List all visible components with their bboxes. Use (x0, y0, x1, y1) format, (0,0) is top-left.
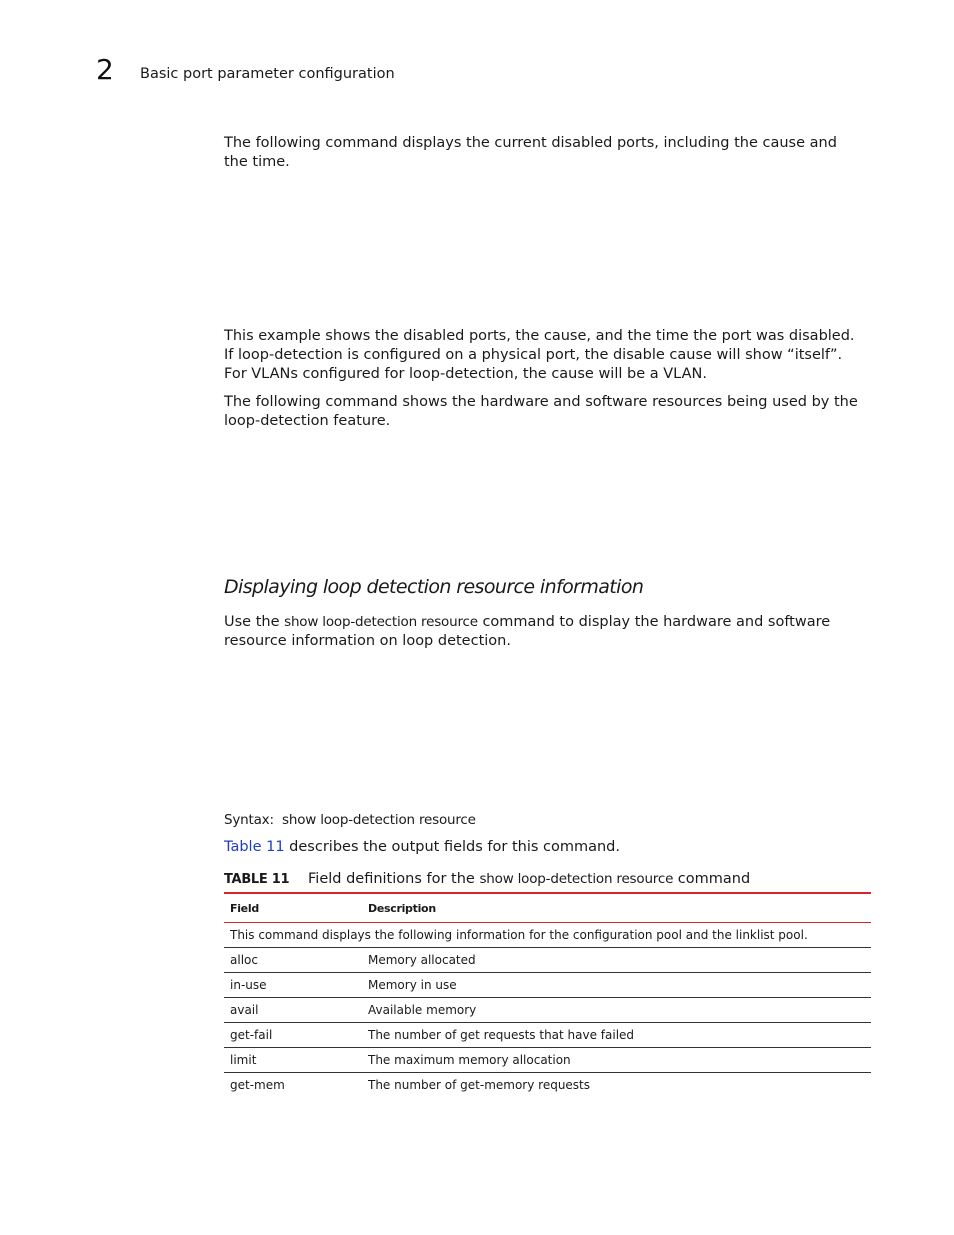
caption-prefix: Field definitions for the (308, 871, 480, 887)
usage-prefix: Use the (224, 614, 285, 630)
table-caption (224, 870, 871, 889)
table-row (224, 1073, 871, 1098)
table-reference-text: describes the output fields for this command. (284, 839, 620, 855)
table-spanning-row (224, 923, 871, 948)
usage-paragraph (224, 613, 864, 651)
field-cell: limit (230, 1053, 257, 1067)
usage-command: show loop-detection resource (284, 614, 478, 630)
chapter-number: 2 (96, 53, 114, 86)
description-cell: Available memory (368, 1003, 477, 1017)
field-cell: avail (230, 1003, 259, 1017)
section-heading: Displaying loop detection resource information (224, 576, 644, 598)
description-cell: The number of get-memory requests (368, 1078, 591, 1093)
hardware-paragraph: The following command shows the hardware and software resources being used by the loop-detection feature. (224, 394, 858, 429)
table-row (224, 1023, 871, 1048)
description-cell: The maximum memory allocation (368, 1053, 571, 1067)
table-row (224, 948, 871, 973)
field-cell: in-use (230, 978, 267, 992)
table-11-link[interactable]: Table 11 (224, 839, 285, 855)
intro-paragraph: The following command displays the current disabled ports, including the cause and the time. (224, 135, 837, 170)
example-paragraph: This example shows the disabled ports, the cause, and the time the port was disabled. If loop-detection is configured on a physical port, the disable cause will show “itself”. For VLANs configured for loop-detection, the cause will be a VLAN. (224, 328, 855, 382)
syntax-command: show loop-detection resource (282, 812, 476, 828)
field-definitions-table (224, 892, 871, 1098)
spanning-cell: This command displays the following information for the configuration pool and the linklist pool. (230, 928, 808, 942)
field-cell: get-fail (230, 1028, 273, 1042)
table-row (224, 998, 871, 1023)
table-header-row (224, 893, 871, 923)
description-cell: Memory allocated (368, 953, 476, 967)
table-row (224, 1048, 871, 1073)
header-description: Description (368, 901, 436, 915)
description-cell: The number of get requests that have failed (368, 1028, 635, 1042)
table-label: TABLE 11 (224, 872, 290, 887)
table-reference-paragraph (224, 838, 864, 857)
table-row (224, 973, 871, 998)
field-cell: alloc (230, 953, 258, 967)
header-field: Field (230, 901, 259, 915)
caption-suffix: command (673, 871, 751, 887)
running-header-title: Basic port parameter configuration (140, 66, 395, 82)
usage-suffix: command to display the hardware and software resource information on loop detection. (224, 614, 831, 649)
description-cell: Memory in use (368, 978, 457, 992)
field-cell: get-mem (230, 1078, 285, 1093)
caption-command: show loop-detection resource (479, 871, 674, 887)
syntax-label: Syntax: (224, 812, 274, 828)
syntax-line (224, 811, 476, 830)
